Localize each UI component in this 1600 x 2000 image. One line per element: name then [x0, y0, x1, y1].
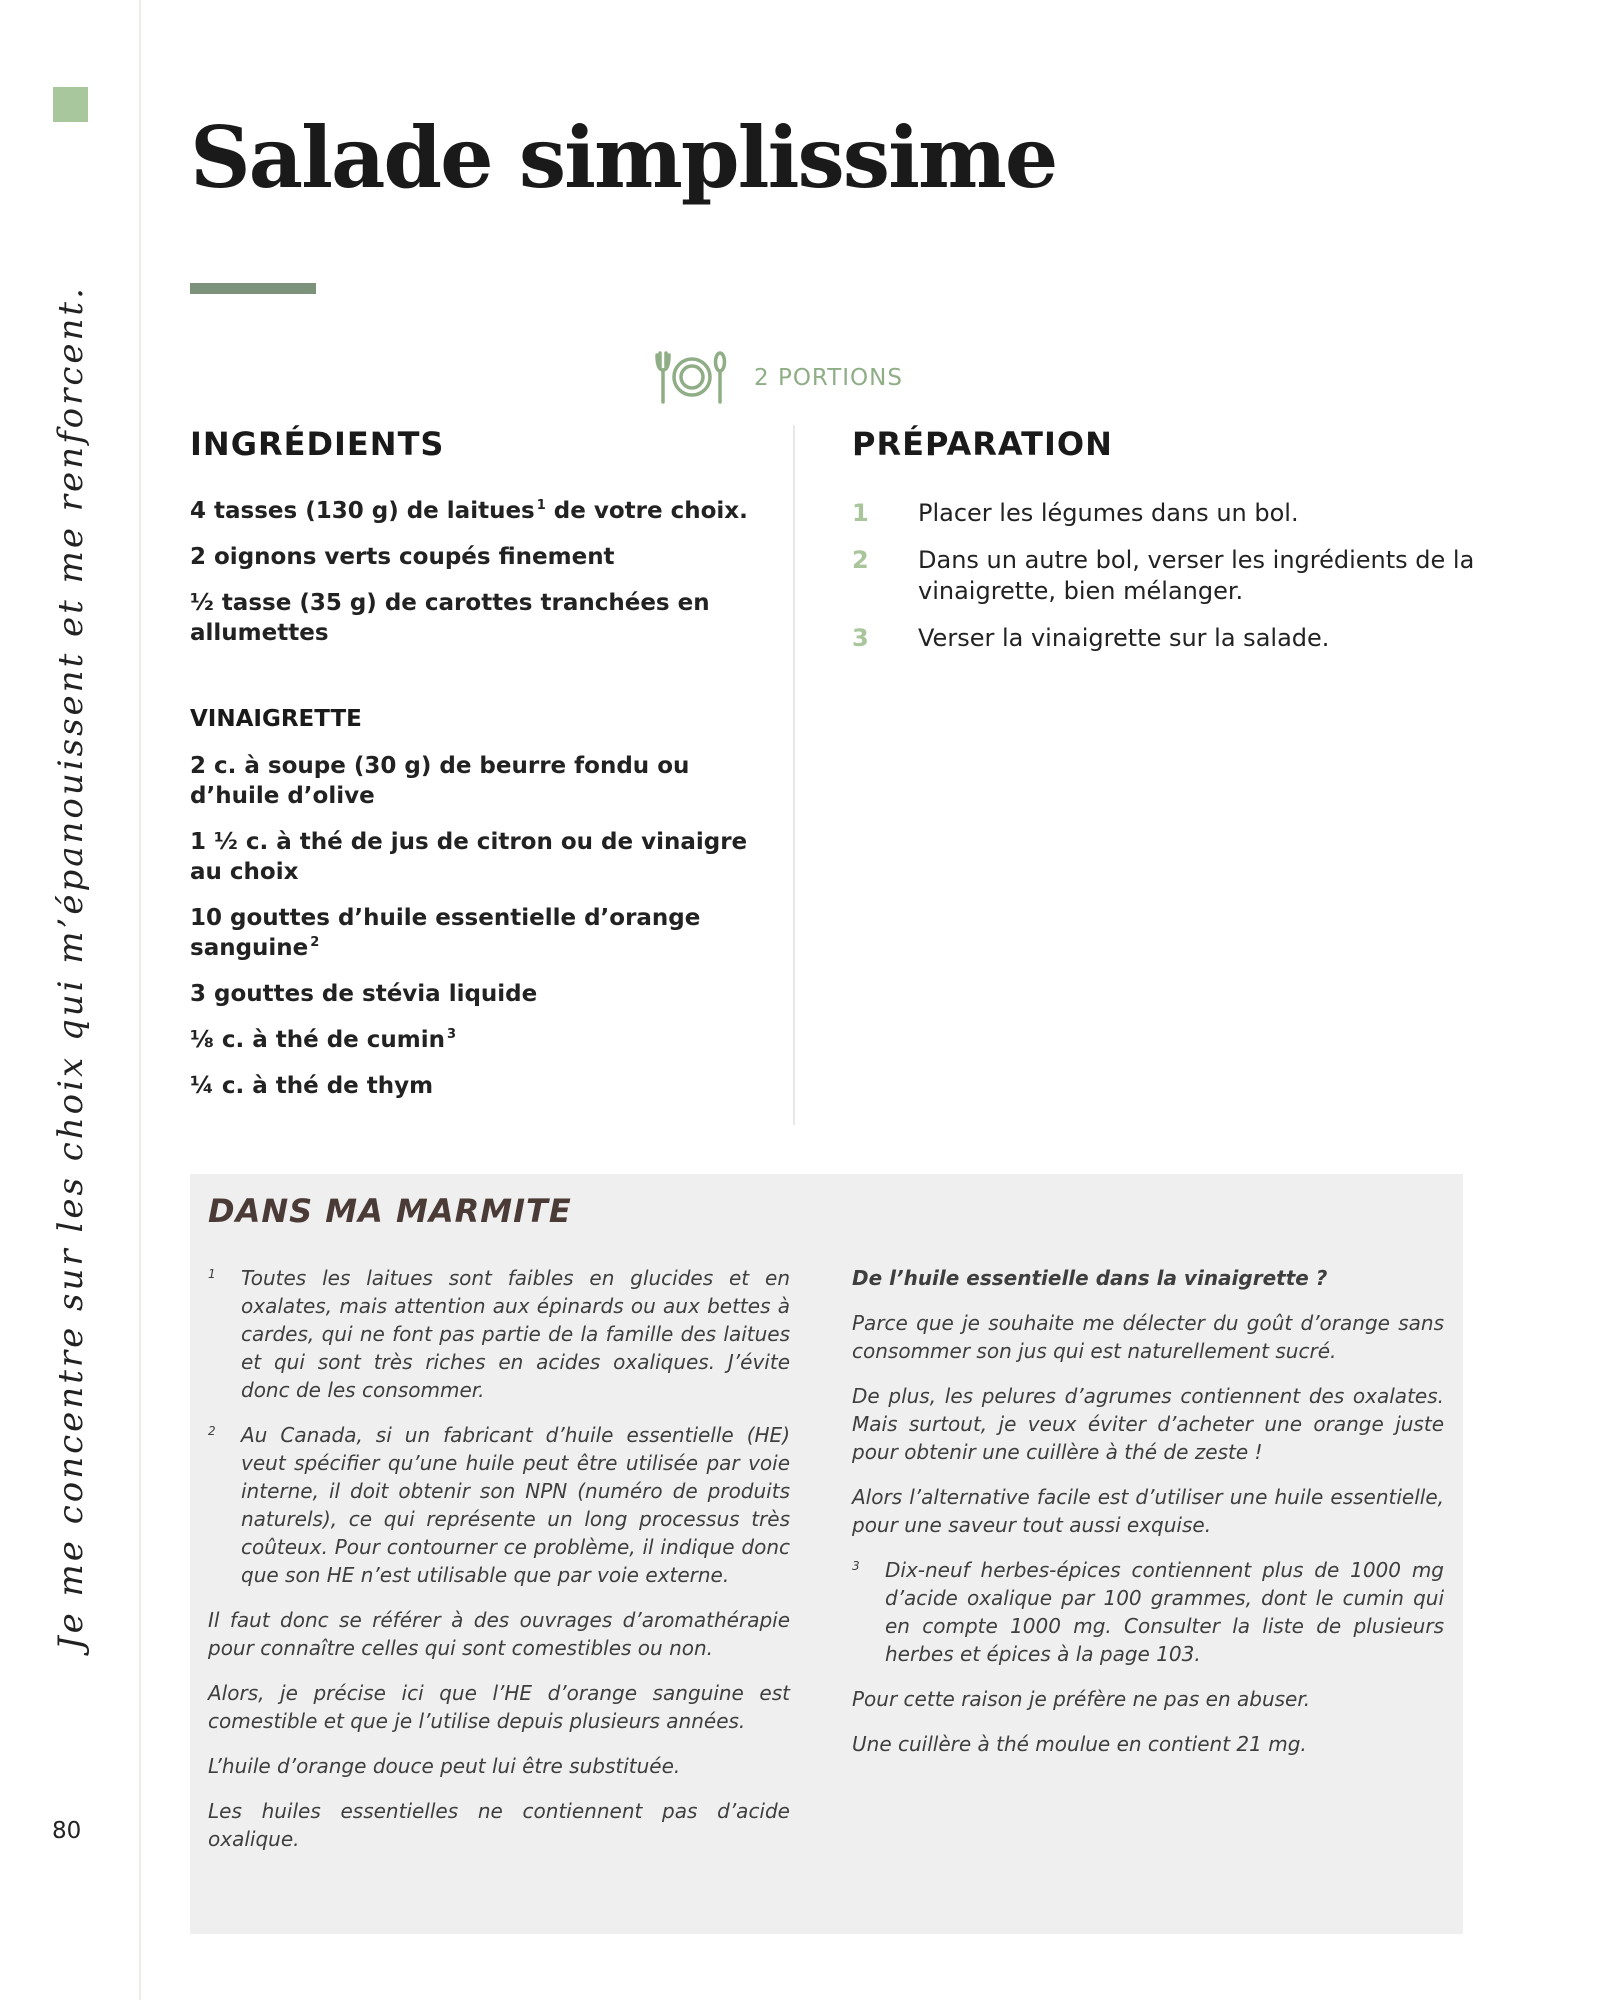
marmite-right-column	[852, 1264, 1444, 1775]
list-item: 10 gouttes d’huile essentielle d’orange sanguine $^2$	[190, 905, 701, 961]
step-text: Verser la vinaigrette sur la salade.	[918, 624, 1330, 652]
corner-square	[53, 87, 88, 122]
footnote-text: Toutes les laitues sont faibles en glucides et en oxalates, mais attention aux épinards ou aux bettes à cardes, qui ne font pas partie de la famille des laitues et qui sont très riches en acides oxaliques. J’évite donc de les consommer.	[241, 1266, 790, 1402]
plate-fork-knife-icon	[654, 350, 730, 405]
footnote-number: 3	[852, 1559, 860, 1573]
marmite-box	[190, 1174, 1463, 1934]
ingredients-heading: INGRÉDIENTS	[190, 425, 445, 463]
marmite-heading: DANS MA MARMITE	[208, 1192, 572, 1230]
step-text: Dans un autre bol, verser les ingrédients de la vinaigrette, bien mélanger.	[918, 546, 1475, 605]
footnote	[852, 1556, 1444, 1668]
footnote-number: 2	[208, 1424, 216, 1438]
marmite-left-column	[208, 1264, 790, 1870]
preparation-heading: PRÉPARATION	[852, 425, 1113, 463]
step-number: 3	[852, 624, 869, 652]
list-item: ¼ c. à thé de thym	[190, 1073, 434, 1099]
step-text: Placer les légumes dans un bol.	[918, 499, 1299, 527]
page-number: 80	[52, 1818, 82, 1844]
paragraph: Les huiles essentielles ne contiennent pas d’acide oxalique.	[208, 1799, 790, 1851]
list-item: 2 c. à soupe (30 g) de beurre fondu ou d’huile d’olive	[190, 753, 690, 809]
paragraph: Parce que je souhaite me délecter du goût d’orange sans consommer son jus qui est naturellement sucré.	[852, 1311, 1444, 1363]
paragraph: Pour cette raison je préfère ne pas en abuser.	[852, 1687, 1311, 1711]
margin-line	[139, 0, 141, 2000]
portions	[654, 350, 903, 405]
paragraph: Il faut donc se référer à des ouvrages d’aromathérapie pour connaître celles qui sont comestibles ou non.	[208, 1608, 790, 1660]
paragraph: L’huile d’orange douce peut lui être substituée.	[208, 1754, 681, 1778]
ingredients-list	[190, 496, 750, 648]
list-item: 4 tasses (130 g) de laitues $^1$ de votre choix.	[190, 498, 748, 524]
footnote-number: 1	[208, 1267, 216, 1281]
list-item: ½ tasse (35 g) de carottes tranchées en allumettes	[190, 590, 710, 646]
paragraph: Alors l’alternative facile est d’utiliser une huile essentielle, pour une saveur tout aussi exquise.	[852, 1485, 1444, 1537]
step-item	[852, 623, 1482, 654]
footnote	[208, 1264, 790, 1404]
paragraph: Une cuillère à thé moulue en contient 21 mg.	[852, 1732, 1307, 1756]
list-item: 2 oignons verts coupés finement	[190, 544, 615, 570]
preparation-column	[852, 425, 1482, 670]
footnote-text: Au Canada, si un fabricant d’huile essentielle (HE) veut spécifier qu’une huile peut être utilisée par voie interne, il doit obtenir son NPN (numéro de produits naturels), ce qui représente un long processus très coûteux. Pour contourner ce problème, il indique donc que son HE n’est utilisable que par voie externe.	[241, 1423, 790, 1587]
preparation-steps	[852, 498, 1482, 654]
list-item: 3 gouttes de stévia liquide	[190, 981, 538, 1007]
vinaigrette-list	[190, 751, 750, 1101]
step-number: 2	[852, 546, 869, 574]
footnote	[208, 1421, 790, 1589]
step-item	[852, 498, 1482, 529]
page-title: Salade simplissime	[190, 108, 1057, 207]
title-rule	[190, 283, 316, 294]
list-item: ⅛ c. à thé de cumin $^3$	[190, 1027, 457, 1053]
step-item	[852, 545, 1482, 607]
column-divider	[793, 425, 795, 1125]
marmite-subheading: De l’huile essentielle dans la vinaigrette ?	[852, 1266, 1328, 1290]
footnote-text: Dix-neuf herbes-épices contiennent plus de 1000 mg d’acide oxalique par 100 grammes, dont le cumin qui en compte 1000 mg. Consulter la liste de plusieurs herbes et épices à la page 103.	[885, 1558, 1444, 1666]
paragraph: De plus, les pelures d’agrumes contiennent des oxalates. Mais surtout, je veux éviter d’acheter une orange juste pour obtenir une cuillère à thé de zeste !	[852, 1384, 1444, 1464]
paragraph: Alors, je précise ici que l’HE d’orange sanguine est comestible et que je l’utilise depuis plusieurs années.	[208, 1681, 790, 1733]
ingredients-column	[190, 425, 750, 1117]
step-number: 1	[852, 499, 869, 527]
vinaigrette-heading: VINAIGRETTE	[190, 706, 362, 732]
portions-label: 2 PORTIONS	[754, 364, 903, 391]
list-item: 1 ½ c. à thé de jus de citron ou de vinaigre au choix	[190, 829, 748, 885]
